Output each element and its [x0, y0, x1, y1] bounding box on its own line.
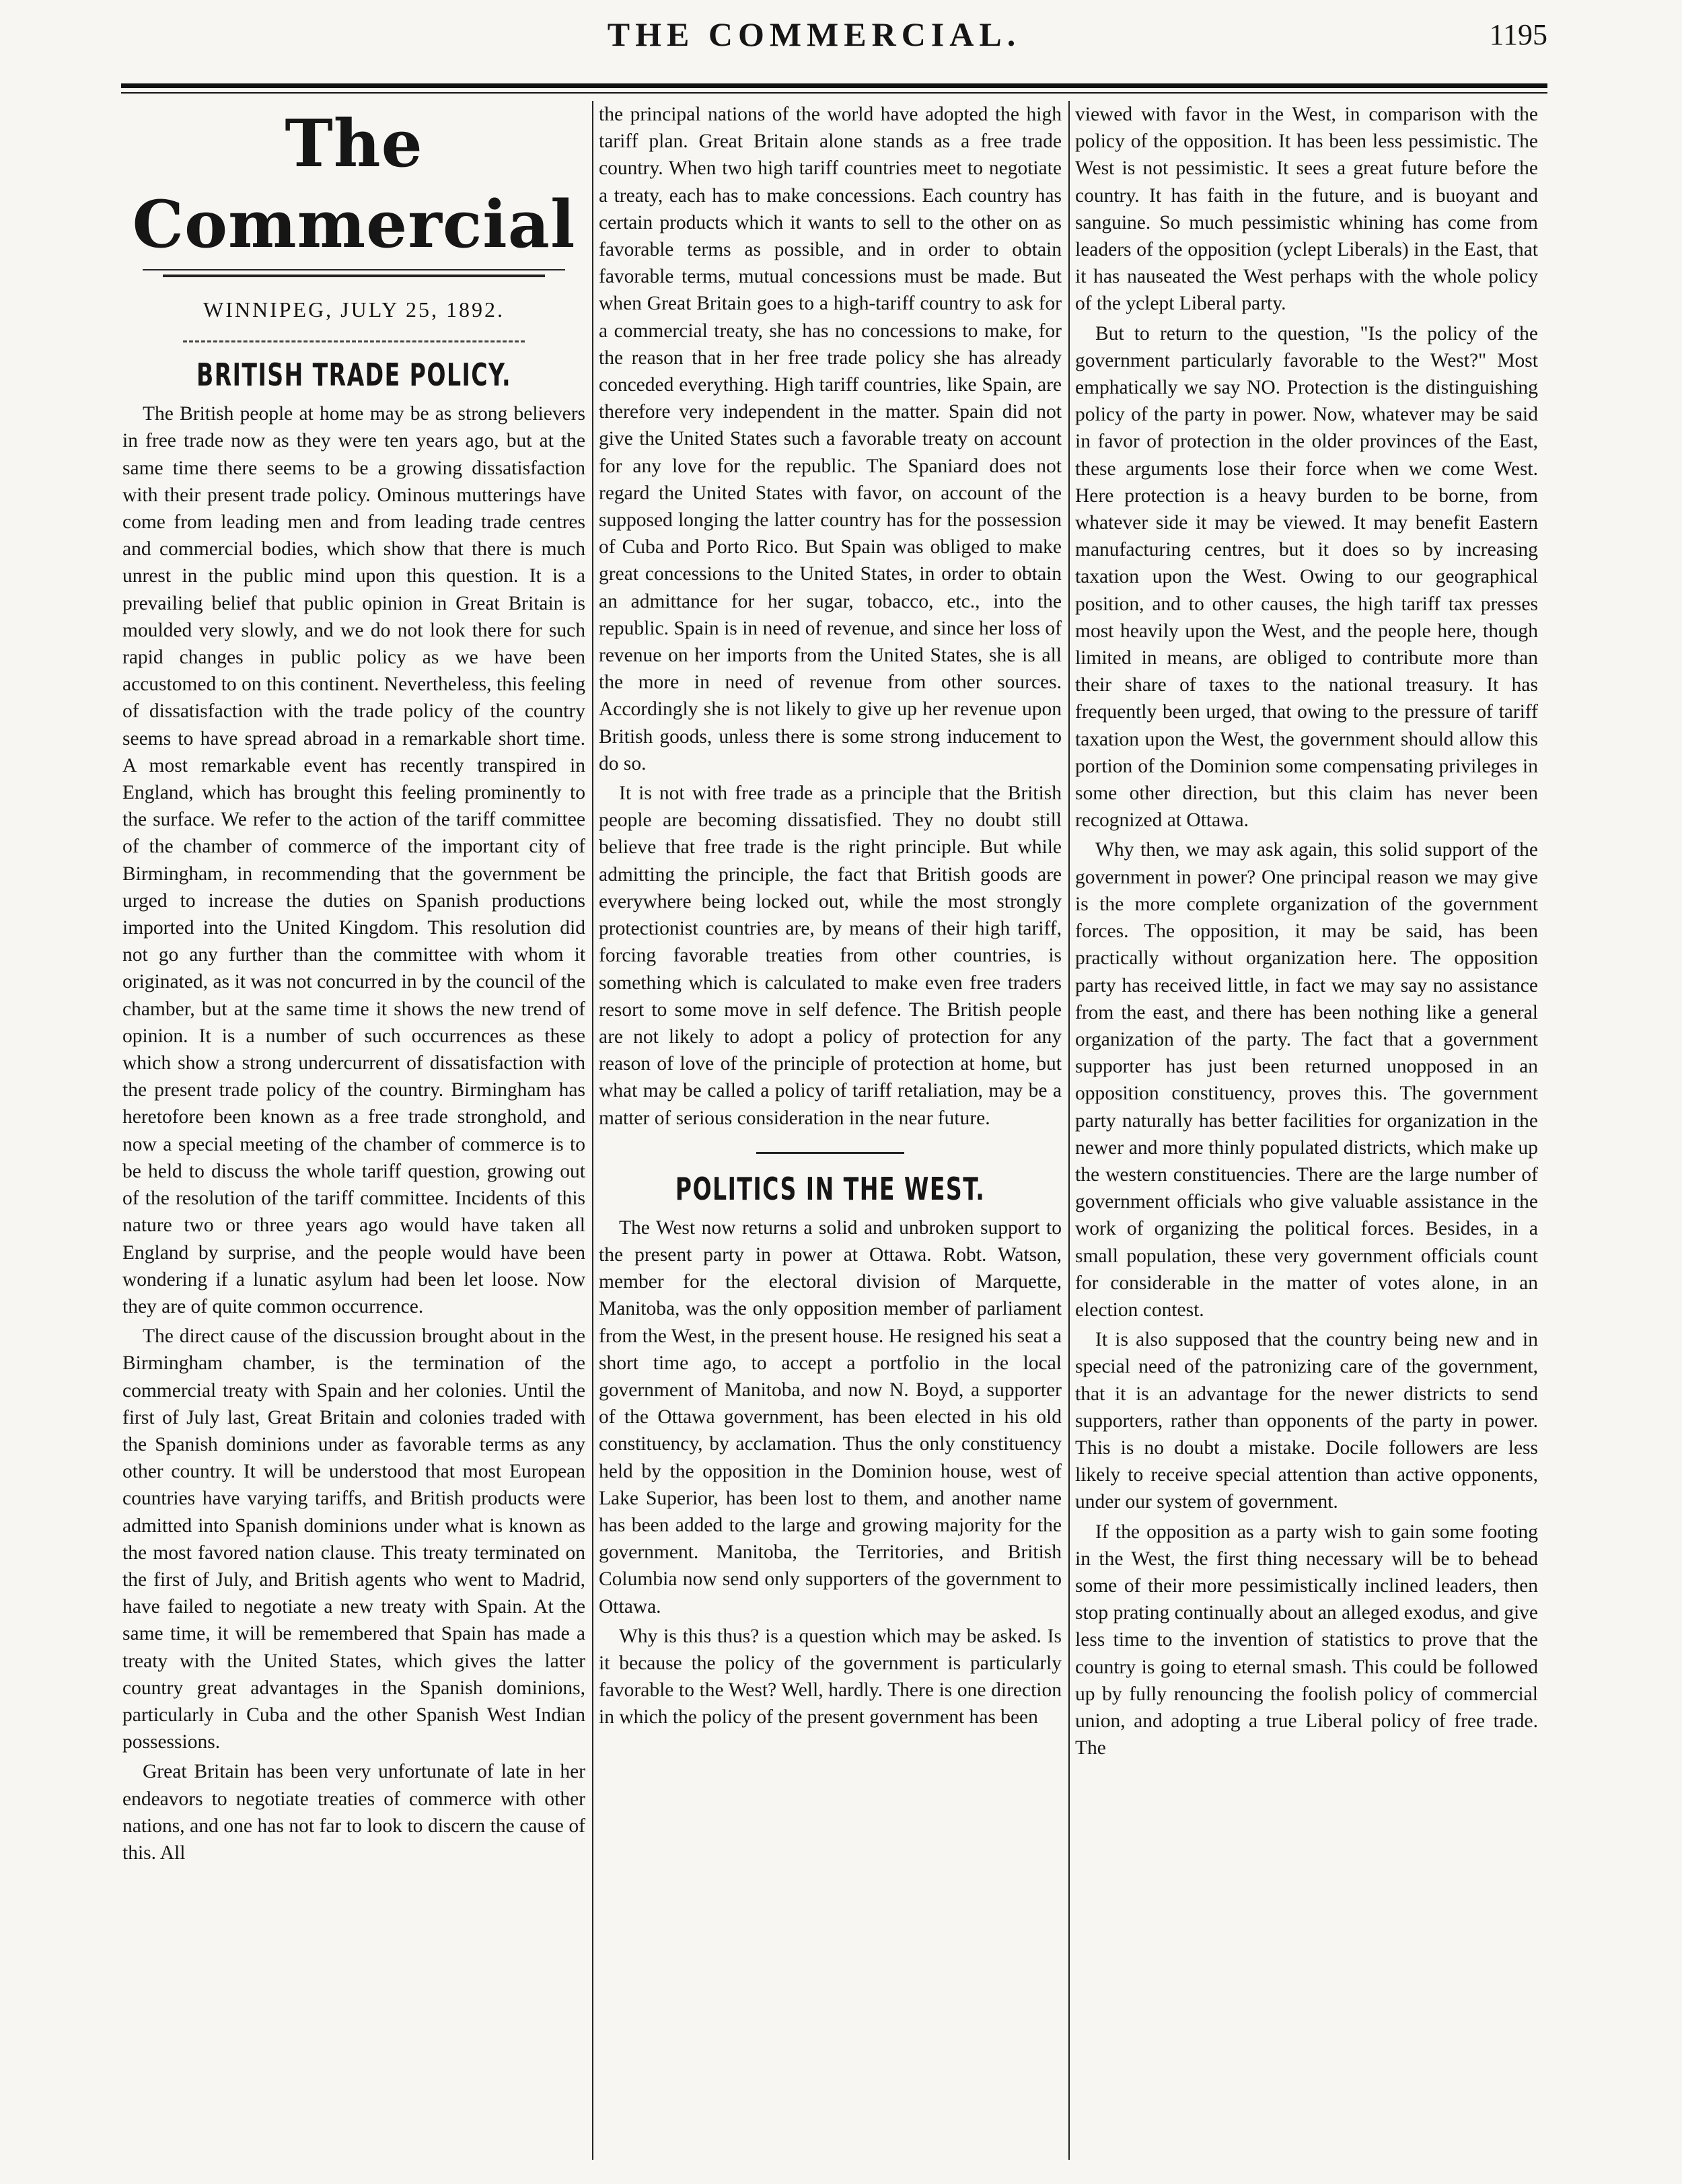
- masthead-title: The Commercial: [132, 106, 576, 262]
- column-1: [122, 101, 585, 2173]
- column-divider: [592, 101, 593, 2160]
- paragraph: The British people at home may be as strong believers in free trade now as they were ten years ago, but at the same time there seems to be a growing dissatisfaction with their present trade policy. Ominous mutterings have come from leading men and from leading trade centres and commercial bodies, which show that there is much unrest in the public mind upon this question. It is a prevailing belief that public opinion in Great Britain is moulded very slowly, and we do not look there for such rapid changes in public policy as we have been accustomed to on this continent. Nevertheless, this feeling of dissatisfaction with the trade policy of the country seems to have spread abroad in a remarkable short time. A most remarkable event has recently transpired in England, which has brought this feeling prominently to the surface. We refer to the action of the tariff committee of the chamber of commerce of the important city of Birmingham, in recommending that the government be urged to increase the duties on Spanish productions imported into the United Kingdom. This resolution did not go any further than the committee with whom it originated, as it was not concurred in by the council of the chamber, but at the same time it shows the new trend of opinion. It is a number of such occurrences as these which show a strong undercurrent of dissatisfaction with the present trade policy of the country. Birmingham has heretofore been known as a free trade stronghold, and now a special meeting of the chamber of commerce is to be held to discuss the whole tariff question, growing out of the resolution of the tariff committee. Incidents of this nature two or three years ago would have taken all England by surprise, and the people would have been wondering if a lunatic asylum had been let loose. Now they are of quite common occurrence.: [122, 403, 585, 1317]
- paragraph: The West now returns a solid and unbroken support to the present party in power at Ottawa. Robt. Watson, member for the electoral division of Marquette, Manitoba, was the only opposition member of parliament from the West, in the present house. He resigned his seat a short time ago, to accept a portfolio in the local government of Manitoba, and now N. Boyd, a supporter of the Ottawa government, has been elected in his old constituency, by acclamation. Thus the only constituency held by the opposition in the Dominion house, west of Lake Superior, has been lost to them, and another name has been added to the large and growing majority for the government. Manitoba, the Territories, and British Columbia now send only supporters of the government to Ottawa.: [599, 1216, 1062, 1617]
- section-divider: [756, 1152, 904, 1154]
- paragraph: It is also supposed that the country being new and in special need of the patronizing care of the government, that it is an advantage for the newer districts to send supporters, rather than opponents of the party in power. This is no doubt a mistake. Docile followers are less likely to receive special attention than active opponents, under our system of government.: [1075, 1329, 1538, 1513]
- paragraph: The direct cause of the discussion brought about in the Birmingham chamber, is the termination of the commercial treaty with Spain and her colonies. Until the first of July last, Great Britain and colonies traded with the Spanish dominions under as favorable terms as any other country. It will be understood that most European countries have varying tariffs, and British products were admitted into Spanish dominions under what is known as the most favored nation clause. This treaty terminated on the first of July, and British agents who went to Madrid, have failed to negotiate a new treaty with Spain. At the same time, it will be remembered that Spain has made a treaty with the United States, which gives the latter country great advantages in the Spanish dominions, particularly in Cuba and the other Spanish West Indian possessions.: [122, 1325, 585, 1753]
- column-divider: [1068, 101, 1070, 2160]
- running-title: THE COMMERCIAL.: [607, 15, 1021, 53]
- paragraph: Why then, we may ask again, this solid support of the government in power? One principal reason we may give is the more complete organization of the government forces. The opposition, it may be said, has been practically without organization here. The opposition party has received little, in fact we may say no assistance from the east, and there has been nothing like a general organization of the party. The fact that a government supporter has just been returned unopposed in an opposition constituency, proves this. The government party naturally has better facilities for organization in the newer and more thinly populated districts, which make up the western constituencies. There are the large number of government officials who give valuable assistance in the work of organizing the political forces. Besides, in a small population, these very government officials count for considerable in the matter of votes alone, in an election contest.: [1075, 839, 1538, 1321]
- column-2: [599, 101, 1062, 2173]
- paragraph: It is not with free trade as a principle that the British people are becoming dissatisfied. They no doubt still believe that free trade is the right principle. But while admitting the principle, the fact that British goods are everywhere being locked out, while the most strongly protectionist countries are, by means of their high tariff, forcing favorable treaties from other countries, is something which is calculated to make even free traders resort to some move in self defence. The British people are not likely to adopt a policy of protection for any reason of love of the principle of protection at home, but what may be called a policy of tariff retaliation, may be a matter of serious consideration in the near future.: [599, 782, 1062, 1129]
- header-rule-thin: [121, 92, 1547, 94]
- header-rule-thick: [121, 83, 1547, 88]
- paragraph: Great Britain has been very unfortunate of late in her endeavors to negotiate treaties of commerce with other nations, and one has not far to look to discern the cause of this. All: [122, 1761, 585, 1864]
- paragraph: But to return to the question, "Is the policy of the government particularly favorable to the West?" Most emphatically we say NO. Protection is the distinguishing policy of the party in power. Now, whatever may be said in favor of protection in the older provinces of the East, these arguments lose their force when we come West. Here protection is a heavy burden to be borne, from whatever side it may be viewed. It may benefit Eastern manufacturing centres, but it does so by increasing taxation upon the West. Owing to our geographical position, and to other causes, the high tariff tax presses most heavily upon the West, and the people here, though limited in means, are obliged to contribute more than their share of taxes to the national treasury. It has frequently been urged, that owing to the pressure of tariff taxation upon the West, the government should allow this portion of the Dominion some compensating privileges in some other direction, but this claim has never been recognized at Ottawa.: [1075, 322, 1538, 832]
- article-headline: POLITICS IN THE WEST.: [675, 1170, 986, 1207]
- paragraph: Why is this thus? is a question which may be asked. Is it because the policy of the government is particularly favorable to the West? Well, hardly. There is one direction in which the policy of the present government has been: [599, 1625, 1062, 1728]
- dashed-divider: [183, 340, 525, 342]
- dateline: WINNIPEG, JULY 25, 1892.: [203, 297, 505, 322]
- page-header: [81, 11, 1547, 78]
- article-headline: BRITISH TRADE POLICY.: [196, 357, 511, 394]
- page-number: 1195: [1489, 18, 1547, 51]
- paragraph: viewed with favor in the West, in comparison with the policy of the opposition. It has been less pessimistic. The West is not pessimistic. It sees a great future before the country. It has faith in the future, and is buoyant and sanguine. So much pessimistic whining has come from leaders of the opposition (yclept Liberals) in the East, that it has nauseated the West perhaps with the whole policy of the yclept Liberal party.: [1075, 104, 1538, 315]
- masthead-rule: [163, 275, 545, 277]
- paragraph: the principal nations of the world have adopted the high tariff plan. Great Britain alone stands as a free trade country. When two high tariff countries meet to negotiate a treaty, each has to make concessions. Each country has certain products which it wants to sell to the other on as favorable terms as possible, and in order to obtain favorable terms, mutual concessions must be made. But when Great Britain goes to a high-tariff country to ask for a commercial treaty, she has no concessions to make, for the reason that in her free trade policy she has already conceded everything. High tariff countries, like Spain, are therefore very independent in the matter. Spain did not give the United States such a favorable treaty on account for any love for the republic. The Spaniard does not regard the United States with favor, on account of the supposed longing the latter country has for the possession of Cuba and Porto Rico. But Spain was obliged to make great concessions to the United States, in order to obtain an admittance for her sugar, tobacco, etc., into the republic. Spain is in need of revenue, and since her loss of revenue on her imports from the United States, she is all the more in need of revenue from other sources. Accordingly she is not likely to give up her revenue upon British goods, unless there is some strong inducement to do so.: [599, 104, 1062, 774]
- paragraph: If the opposition as a party wish to gain some footing in the West, the first thing necessary will be to behead some of their more pessimistically inclined leaders, then stop prating continually about an alleged exodus, and give less time to the invention of statistics to prove that the country is going to eternal smash. This could be followed up by fully renouncing the foolish policy of commercial union, and adopting a true Liberal policy of free trade. The: [1075, 1521, 1538, 1759]
- column-3: [1075, 101, 1538, 2173]
- masthead-rule: [143, 269, 565, 270]
